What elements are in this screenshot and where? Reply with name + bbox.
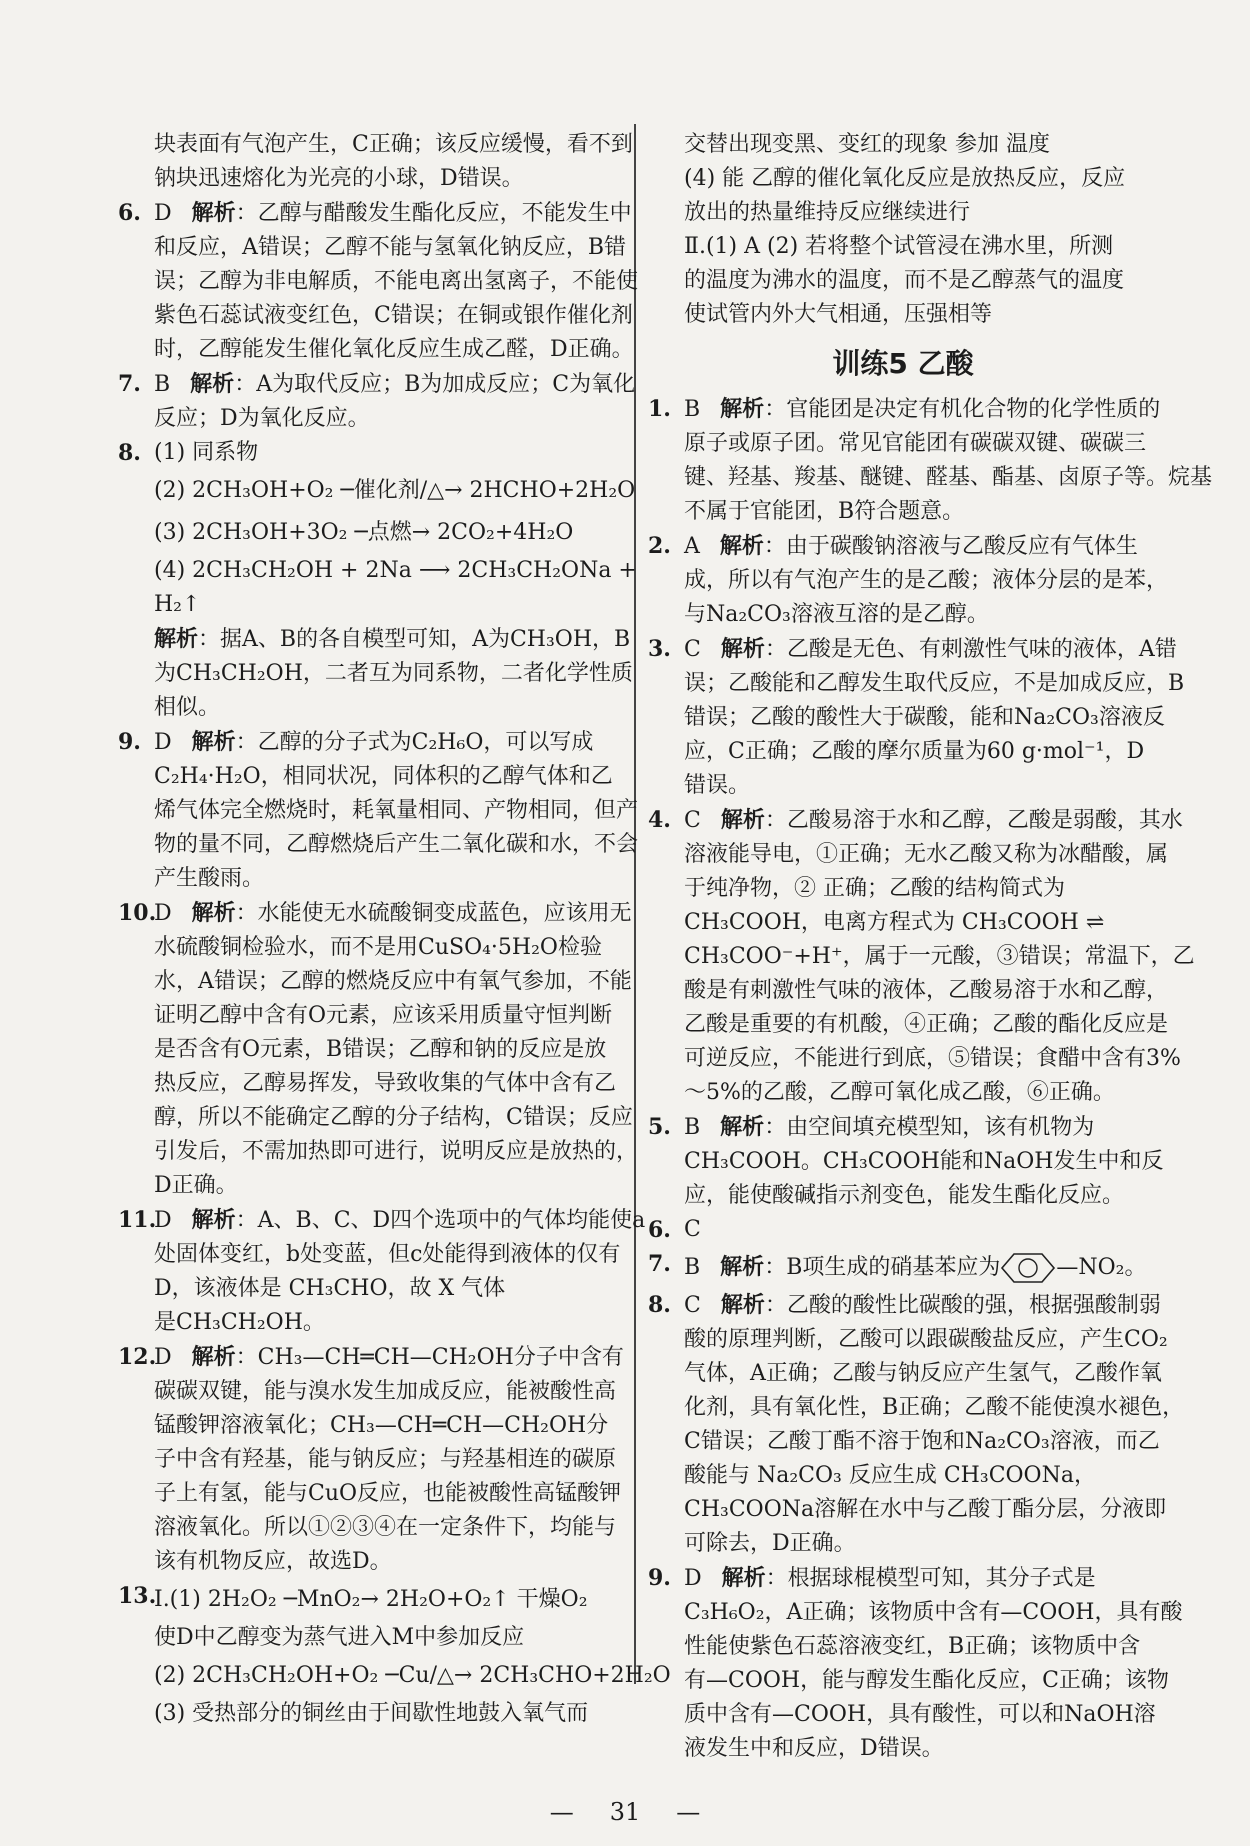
explanation-line: 烯气体完全燃烧时，耗氧量相同、产物相同，但产: [154, 798, 639, 823]
answer-choice: D: [154, 201, 172, 226]
question-number: 6.: [118, 200, 141, 226]
question-number: 7.: [118, 371, 141, 397]
explanation-line: 液发生中和反应，D错误。: [684, 1736, 944, 1761]
explanation-line: 不属于官能团，B符合题意。: [684, 499, 965, 524]
explanation-line: 键、羟基、羧基、醚键、醛基、酯基、卤原子等。烷基: [684, 465, 1213, 490]
question-1: [648, 392, 1213, 529]
question-number: 13.: [118, 1583, 157, 1609]
question-8: [118, 436, 637, 725]
explanation-line: ：乙酸易溶于水和乙醇，乙酸是弱酸，其水: [764, 808, 1183, 833]
explanation-label: 解析: [720, 807, 765, 833]
explanation-line: 产生酸雨。: [154, 866, 265, 891]
explanation-line: 错误；乙酸的酸性大于碳酸，能和Na₂CO₃溶液反: [684, 705, 1165, 730]
explanation-line: C₃H₆O₂，A正确；该物质中含有—COOH，具有酸: [684, 1600, 1183, 1625]
explanation-line: 时，乙醇能发生催化氧化反应生成乙醛，D正确。: [154, 337, 634, 362]
explanation-line: 证明乙醇中含有O元素，应该采用质量守恒判断: [154, 1003, 613, 1028]
answer-line: 使D中乙醇变为蒸气进入M中参加反应: [154, 1625, 525, 1650]
benzene-ring-icon: [1000, 1251, 1056, 1285]
explanation-line: ～5%的乙酸，乙醇可氧化成乙酸，⑥正确。: [684, 1080, 1115, 1105]
q13-continued-line: 放出的热量维持反应继续进行: [684, 200, 971, 225]
answer-choice: C: [684, 808, 701, 833]
answer-choice: C: [684, 1293, 701, 1318]
explanation-line: 与Na₂CO₃溶液互溶的是乙醇。: [684, 602, 989, 627]
explanation-label: 解析: [720, 636, 765, 662]
question-number: 2.: [648, 533, 671, 559]
explanation-line: 为CH₃CH₂OH，二者互为同系物，二者化学性质: [154, 661, 633, 686]
equation-line: (4) 2CH₃CH₂OH + 2Na ⟶ 2CH₃CH₂ONa +: [154, 558, 637, 583]
answer-choice: D: [154, 1345, 172, 1370]
explanation-line: 成，所以有气泡产生的是乙酸；液体分层的是苯，: [684, 568, 1169, 593]
explanation-label: 解析: [190, 371, 235, 397]
question-5: [648, 1110, 1164, 1213]
explanation-line: 是CH₃CH₂OH。: [154, 1310, 325, 1335]
question-number: 4.: [648, 807, 671, 833]
explanation-line: 质中含有—COOH，具有酸性，可以和NaOH溶: [684, 1702, 1156, 1727]
explanation-label: 解析: [720, 1114, 765, 1140]
explanation-label: 解析: [191, 1344, 236, 1370]
answer-choice: B: [684, 397, 701, 422]
explanation-line: 水，A错误；乙醇的燃烧反应中有氧气参加，不能: [154, 969, 632, 994]
question-9-right: [648, 1561, 1183, 1766]
explanation-line: 原子或原子团。常见官能团有碳碳双键、碳碳三: [684, 431, 1147, 456]
explanation-line: 酸是有刺激性气味的液体，乙酸易溶于水和乙醇，: [684, 978, 1169, 1003]
explanation-line: 该有机物反应，故选D。: [154, 1549, 392, 1574]
explanation-line: ：据A、B的各自模型可知，A为CH₃OH，B: [198, 627, 631, 652]
explanation-label: 解析: [191, 1207, 236, 1233]
answer-choice: B: [684, 1115, 701, 1140]
explanation-line: 子中含有羟基，能与钠反应；与羟基相连的碳原: [154, 1447, 617, 1472]
explanation-line: 物的量不同，乙醇燃烧后产生二氧化碳和水，不会: [154, 832, 639, 857]
answer-choice: A: [684, 534, 700, 559]
question-number: 3.: [648, 636, 671, 662]
explanation-line: ：由空间填充模型知，该有机物为: [764, 1115, 1095, 1140]
explanation-line: 锰酸钾溶液氧化；CH₃—CH═CH—CH₂OH分: [154, 1413, 609, 1438]
explanation-label: 解析: [191, 200, 236, 226]
explanation-line: 应，C正确；乙酸的摩尔质量为60 g·mol⁻¹，D: [684, 739, 1145, 764]
q13-continued-line: 使试管内外大气相通，压强相等: [684, 302, 993, 327]
question-12: [118, 1340, 624, 1579]
explanation-line: 热反应，乙醇易挥发，导致收集的气体中含有乙: [154, 1071, 617, 1096]
left-column: [118, 128, 671, 1731]
answer-choice: C: [684, 637, 701, 662]
explanation-line: 处固体变红，b处变蓝，但c处能得到液体的仅有: [154, 1242, 621, 1267]
explanation-line: 误；乙醇为非电解质，不能电离出氢离子，不能使: [154, 269, 639, 294]
explanation-line: ：A、B、C、D四个选项中的气体均能使a: [235, 1208, 646, 1233]
q5-continued-line: 块表面有气泡产生，C正确；该反应缓慢，看不到: [154, 132, 633, 157]
explanation-label: 解析: [191, 900, 236, 926]
explanation-line: ：乙酸的酸性比碳酸的强，根据强酸制弱: [764, 1293, 1161, 1318]
explanation-line: ：A为取代反应；B为加成反应；C为氧化: [234, 372, 636, 397]
explanation-line: ：由于碳酸钠溶液与乙酸反应有气体生: [763, 534, 1138, 559]
explanation-line: ：水能使无水硫酸铜变成蓝色，应该用无: [235, 901, 632, 926]
explanation-line: 引发后，不需加热即可进行，说明反应是放热的，: [154, 1139, 639, 1164]
explanation-line: 错误。: [684, 773, 751, 798]
explanation-line: CH₃COO⁻+H⁺，属于一元酸，③错误；常温下，乙: [684, 944, 1195, 969]
explanation-line: ：乙酸是无色、有刺激性气味的液体，A错: [764, 637, 1177, 662]
question-7: [118, 367, 636, 436]
answer-choice: C: [684, 1217, 701, 1242]
explanation-label: 解析: [720, 396, 765, 422]
explanation-line: C错误；乙酸丁酯不溶于饱和Na₂CO₃溶液，而乙: [684, 1429, 1160, 1454]
explanation-line: 溶液能导电，①正确；无水乙酸又称为冰醋酸，属: [684, 842, 1169, 867]
explanation-line: 溶液氧化。所以①②③④在一定条件下，均能与: [154, 1515, 617, 1540]
page-footer: [0, 1798, 1250, 1826]
answer-choice: B: [154, 372, 171, 397]
question-number: 10.: [118, 900, 157, 926]
equation-line: (2) 2CH₃OH+O₂ ─催化剂/△→ 2HCHO+2H₂O: [154, 478, 636, 503]
explanation-line: 和反应，A错误；乙醇不能与氢氧化钠反应，B错: [154, 235, 627, 260]
explanation-line: 于纯净物，② 正确；乙酸的结构简式为: [684, 876, 1065, 901]
question-number: 8.: [118, 440, 141, 466]
q13-continued-line: 的温度为沸水的温度，而不是乙醇蒸气的温度: [684, 268, 1125, 293]
section-title: 训练5 乙酸: [832, 347, 974, 380]
explanation-line: 水硫酸铜检验水，而不是用CuSO₄·5H₂O检验: [154, 935, 602, 960]
question-6: [118, 196, 639, 367]
question-number: 6.: [648, 1217, 671, 1243]
right-column: [648, 128, 1213, 1766]
explanation-line: 反应；D为氧化反应。: [154, 406, 370, 431]
q13-continued-line: (4) 能 乙醇的催化氧化反应是放热反应，反应: [684, 166, 1126, 191]
explanation-line: 可除去，D正确。: [684, 1531, 856, 1556]
equation-line: (2) 2CH₃CH₂OH+O₂ ─Cu/△→ 2CH₃CHO+2H₂O: [154, 1663, 671, 1688]
question-13: [118, 1579, 671, 1731]
explanation-label: 解析: [721, 1565, 766, 1591]
explanation-line: 误；乙酸能和乙醇发生取代反应，不是加成反应，B: [684, 671, 1185, 696]
page-number: 31: [609, 1798, 641, 1826]
answer-line: (3) 受热部分的铜丝由于间歇性地鼓入氧气而: [154, 1701, 589, 1726]
explanation-line: 性能使紫色石蕊溶液变红，B正确；该物质中含: [684, 1634, 1141, 1659]
answer-choice: D: [154, 901, 172, 926]
question-8-right: [648, 1288, 1185, 1561]
explanation-line: ：官能团是决定有机化合物的化学性质的: [764, 397, 1161, 422]
question-number: 7.: [648, 1251, 671, 1277]
question-number: 9.: [648, 1565, 671, 1591]
question-number: 11.: [118, 1207, 157, 1233]
explanation-line: CH₃COOH，电离方程式为 CH₃COOH ⇌: [684, 910, 1105, 935]
question-3: [648, 632, 1185, 803]
question-6-right: [648, 1213, 1158, 1247]
question-number: 9.: [118, 729, 141, 755]
explanation-line: 应，能使酸碱指示剂变色，能发生酯化反应。: [684, 1183, 1125, 1208]
answer-choice: D: [684, 1566, 702, 1591]
explanation-line: D正确。: [154, 1173, 238, 1198]
footer-dash: —: [549, 1798, 574, 1826]
explanation-line: 碳碳双键，能与溴水发生加成反应，能被酸性高: [154, 1379, 617, 1404]
explanation-line: ：根据球棍模型可知，其分子式是: [765, 1566, 1096, 1591]
question-9: [118, 725, 639, 896]
question-11: [118, 1203, 646, 1340]
explanation-label: 解析: [720, 1292, 765, 1318]
explanation-line: ：CH₃—CH═CH—CH₂OH分子中含有: [235, 1345, 624, 1370]
explanation-line: 紫色石蕊试液变红色，C错误；在铜或银作催化剂: [154, 303, 633, 328]
explanation-line: 乙酸是重要的有机酸，④正确；乙酸的酯化反应是: [684, 1012, 1169, 1037]
explanation-line: C₂H₄·H₂O，相同状况，同体积的乙醇气体和乙: [154, 764, 613, 789]
question-4: [648, 803, 1195, 1110]
explanation-line: ：乙醇与醋酸发生酯化反应，不能发生中: [235, 201, 632, 226]
explanation-label: 解析: [720, 1254, 765, 1280]
explanation-label: 解析: [154, 626, 199, 652]
answer-choice: D: [154, 1208, 172, 1233]
explanation-line: 醇，所以不能确定乙醇的分子结构，C错误；反应: [154, 1105, 633, 1130]
question-7-right: [648, 1247, 1158, 1288]
question-2: [648, 529, 1169, 632]
explanation-line: 相似。: [154, 695, 221, 720]
answer-choice: B: [684, 1255, 701, 1280]
q13-continued-line: 交替出现变黑、变红的现象 参加 温度: [684, 132, 1050, 157]
explanation-line: 有—COOH，能与醇发生酯化反应，C正确；该物: [684, 1668, 1169, 1693]
explanation-line: 是否含有O元素，B错误；乙醇和钠的反应是放: [154, 1037, 607, 1062]
explanation-label: 解析: [191, 729, 236, 755]
equation-line: Ⅰ.(1) 2H₂O₂ ─MnO₂→ 2H₂O+O₂↑ 干燥O₂: [154, 1587, 588, 1612]
equation-line: (3) 2CH₃OH+3O₂ ─点燃→ 2CO₂+4H₂O: [154, 520, 574, 545]
footer-dash: —: [676, 1798, 701, 1826]
answer-choice: D: [154, 730, 172, 755]
explanation-line: ：乙醇的分子式为C₂H₆O，可以写成: [235, 730, 594, 755]
question-number: 1.: [648, 396, 671, 422]
explanation-line: CH₃COONa溶解在水中与乙酸丁酯分层，分液即: [684, 1497, 1167, 1522]
explanation-line: 酸的原理判断，乙酸可以跟碳酸盐反应，产生CO₂: [684, 1327, 1168, 1352]
explanation-label: 解析: [719, 533, 764, 559]
explanation-line: 可逆反应，不能进行到底，⑤错误；食醋中含有3%: [684, 1046, 1181, 1071]
explanation-line: 子上有氢，能与CuO反应，也能被酸性高锰酸钾: [154, 1481, 622, 1506]
question-number: 8.: [648, 1292, 671, 1318]
answer-line: (1) 同系物: [154, 440, 259, 465]
explanation-line: CH₃COOH。CH₃COOH能和NaOH发生中和反: [684, 1149, 1164, 1174]
q13-continued-line: Ⅱ.(1) A (2) 若将整个试管浸在沸水里，所测: [684, 234, 1114, 259]
q5-continued-line: 钠块迅速熔化为光亮的小球，D错误。: [154, 166, 524, 191]
explanation-line: 气体，A正确；乙酸与钠反应产生氢气，乙酸作氧: [684, 1361, 1162, 1386]
question-10: [118, 896, 639, 1203]
question-number: 12.: [118, 1344, 157, 1370]
explanation-line: 化剂，具有氧化性，B正确；乙酸不能使溴水褪色，: [684, 1395, 1185, 1420]
question-number: 5.: [648, 1114, 671, 1140]
explanation-line: ：B项生成的硝基苯应为: [764, 1255, 1001, 1280]
explanation-line: D，该液体是 CH₃CHO，故 X 气体: [154, 1276, 506, 1301]
equation-line: H₂↑: [154, 592, 201, 617]
nitro-group-text: —NO₂。: [1056, 1255, 1147, 1280]
explanation-line: 酸能与 Na₂CO₃ 反应生成 CH₃COONa，: [684, 1463, 1096, 1488]
